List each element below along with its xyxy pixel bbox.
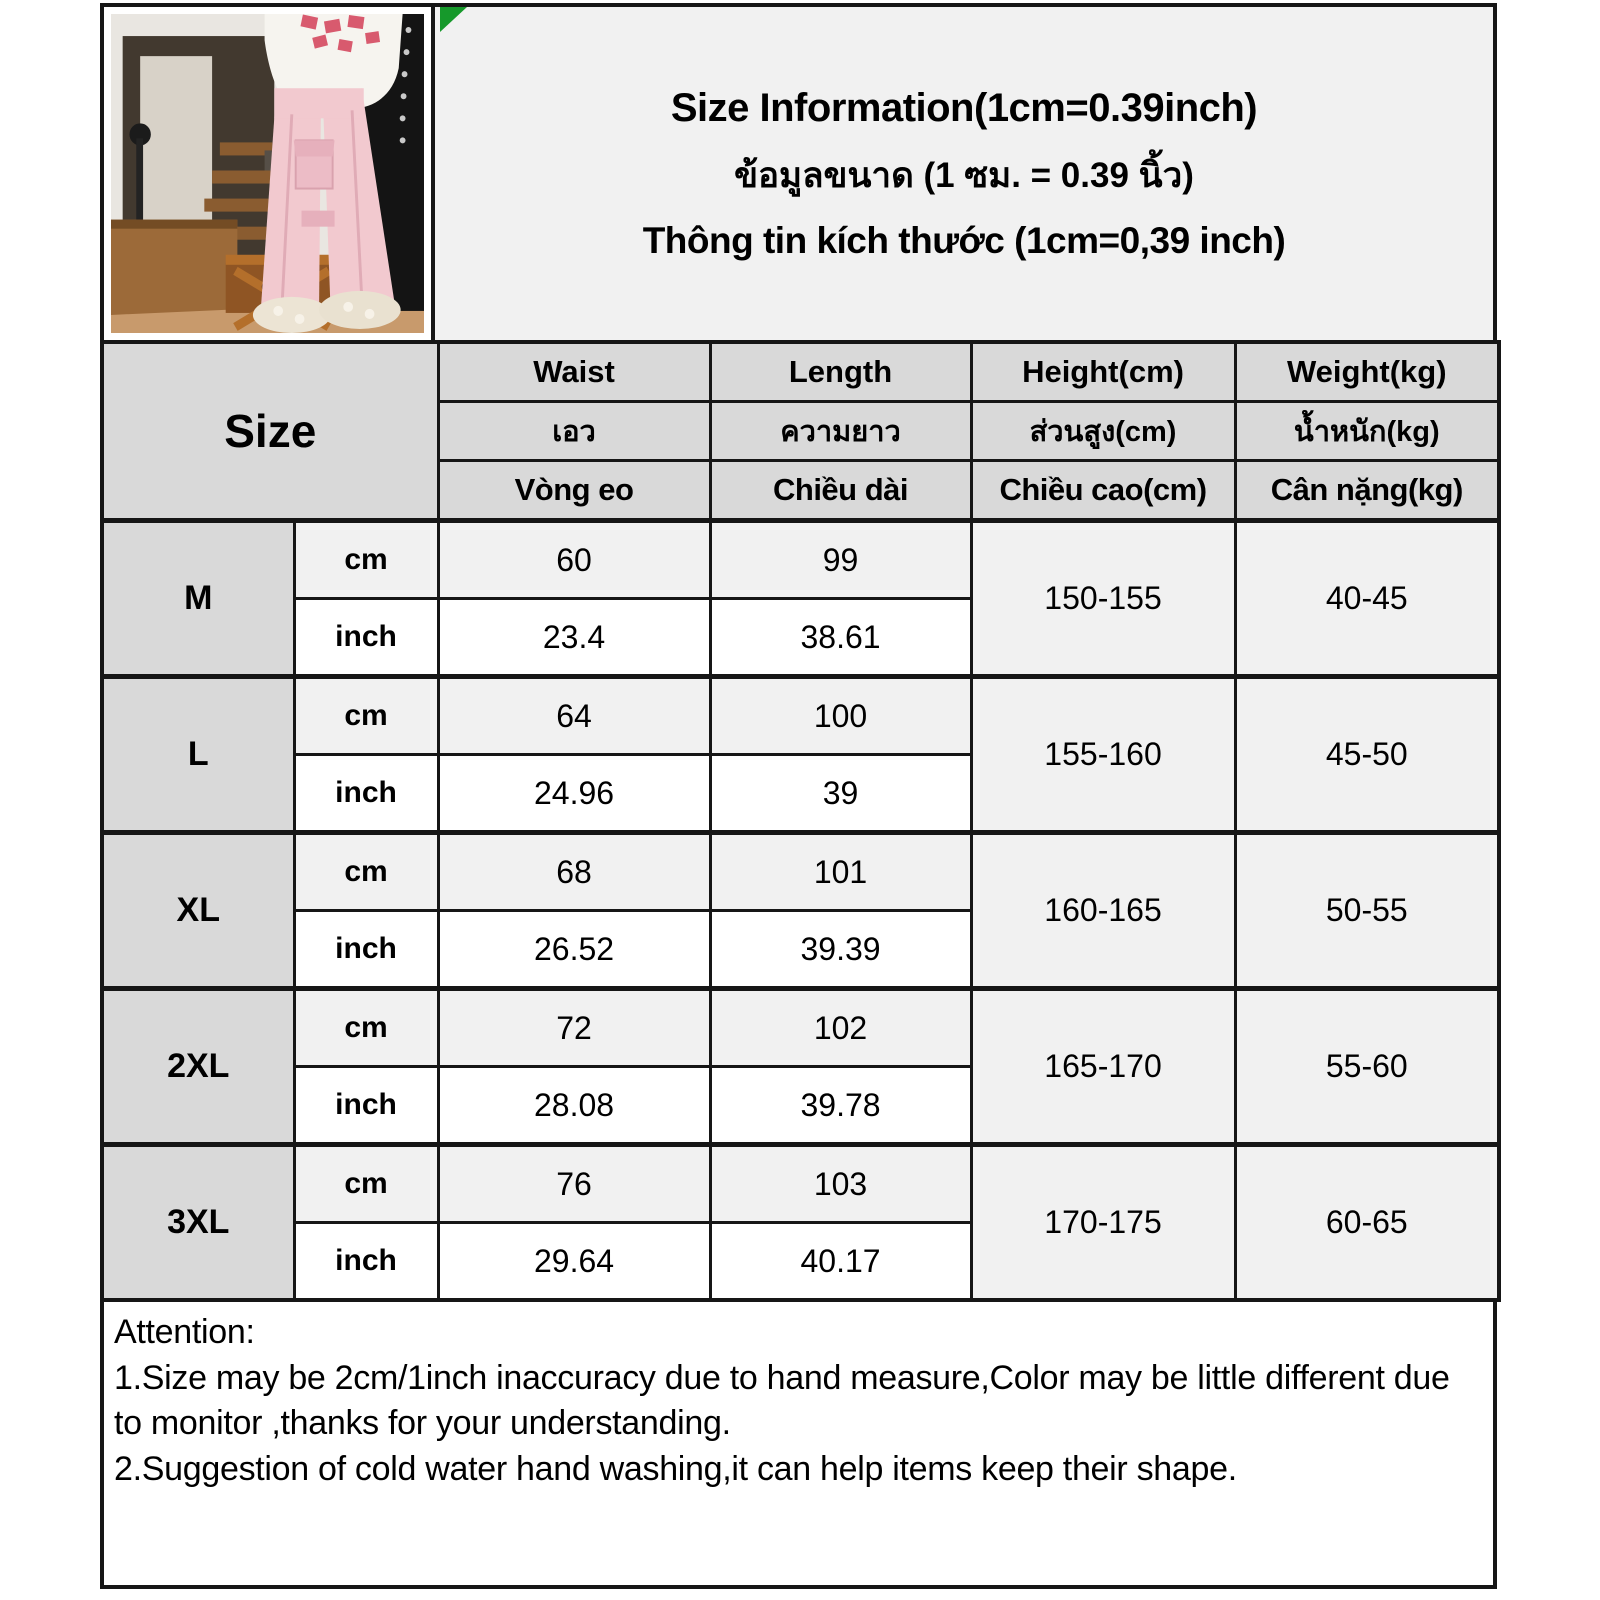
unit-cm: cm (294, 833, 438, 911)
size-label-3xl: 3XL (102, 1145, 294, 1301)
size-table (100, 340, 1501, 1302)
waist-cm-2xl: 72 (438, 989, 710, 1067)
waist-cm-3xl: 76 (438, 1145, 710, 1223)
attention-note-1: 1.Size may be 2cm/1inch inaccuracy due to hand measure,Color may be little different due to monitor ,thanks for your understanding. (114, 1358, 1450, 1443)
length-inch-m: 38.61 (710, 599, 971, 677)
header-length-vi: Chiều dài (710, 461, 971, 521)
height-range-m: 150-155 (971, 521, 1235, 677)
height-range-3xl: 170-175 (971, 1145, 1235, 1301)
weight-range-xl: 50-55 (1235, 833, 1499, 989)
weight-range-l: 45-50 (1235, 677, 1499, 833)
header-waist-vi: Vòng eo (438, 461, 710, 521)
length-inch-xl: 39.39 (710, 911, 971, 989)
length-cm-2xl: 102 (710, 989, 971, 1067)
length-cm-m: 99 (710, 521, 971, 599)
attention-heading: Attention: (114, 1313, 255, 1351)
waist-inch-xl: 26.52 (438, 911, 710, 989)
unit-cm: cm (294, 677, 438, 755)
table-row (102, 989, 1499, 1067)
unit-inch: inch (294, 1223, 438, 1301)
header-weight-vi: Cân nặng(kg) (1235, 461, 1499, 521)
title-box (435, 7, 1493, 340)
waist-cm-xl: 68 (438, 833, 710, 911)
product-photo-illustration (111, 14, 424, 333)
height-range-xl: 160-165 (971, 833, 1235, 989)
length-cm-3xl: 103 (710, 1145, 971, 1223)
waist-cm-l: 64 (438, 677, 710, 755)
header-waist-th: เอว (438, 402, 710, 461)
title-thai: ข้อมูลขนาด (1 ซม. = 0.39 นิ้ว) (734, 155, 1194, 195)
length-inch-l: 39 (710, 755, 971, 833)
attention-notes (100, 1302, 1497, 1589)
unit-inch: inch (294, 599, 438, 677)
header-size: Size (102, 342, 438, 521)
height-range-2xl: 165-170 (971, 989, 1235, 1145)
size-label-l: L (102, 677, 294, 833)
table-row (102, 521, 1499, 599)
header-height-vi: Chiều cao(cm) (971, 461, 1235, 521)
size-chart-sheet (100, 3, 1497, 1589)
length-inch-3xl: 40.17 (710, 1223, 971, 1301)
waist-inch-l: 24.96 (438, 755, 710, 833)
length-cm-xl: 101 (710, 833, 971, 911)
waist-inch-m: 23.4 (438, 599, 710, 677)
header-length-th: ความยาว (710, 402, 971, 461)
header-height-th: ส่วนสูง(cm) (971, 402, 1235, 461)
header-length-en: Length (710, 342, 971, 402)
green-corner-accent (440, 7, 467, 32)
weight-range-m: 40-45 (1235, 521, 1499, 677)
unit-inch: inch (294, 911, 438, 989)
weight-range-2xl: 55-60 (1235, 989, 1499, 1145)
waist-inch-3xl: 29.64 (438, 1223, 710, 1301)
header-weight-en: Weight(kg) (1235, 342, 1499, 402)
size-label-xl: XL (102, 833, 294, 989)
table-row (102, 677, 1499, 755)
unit-cm: cm (294, 521, 438, 599)
header-height-en: Height(cm) (971, 342, 1235, 402)
size-label-2xl: 2XL (102, 989, 294, 1145)
waist-cm-m: 60 (438, 521, 710, 599)
unit-inch: inch (294, 1067, 438, 1145)
attention-note-2: 2.Suggestion of cold water hand washing,it can help items keep their shape. (114, 1449, 1237, 1488)
header-waist-en: Waist (438, 342, 710, 402)
table-row (102, 833, 1499, 911)
unit-cm: cm (294, 989, 438, 1067)
title-english: Size Information(1cm=0.39inch) (670, 85, 1258, 130)
title-vietnamese: Thông tin kích thước (1cm=0,39 inch) (642, 219, 1286, 261)
length-inch-2xl: 39.78 (710, 1067, 971, 1145)
height-range-l: 155-160 (971, 677, 1235, 833)
table-row (102, 1145, 1499, 1223)
size-label-m: M (102, 521, 294, 677)
top-section (100, 3, 1497, 340)
waist-inch-2xl: 28.08 (438, 1067, 710, 1145)
unit-cm: cm (294, 1145, 438, 1223)
weight-range-3xl: 60-65 (1235, 1145, 1499, 1301)
length-cm-l: 100 (710, 677, 971, 755)
unit-inch: inch (294, 755, 438, 833)
product-photo (104, 7, 435, 340)
header-weight-th: น้ำหนัก(kg) (1235, 402, 1499, 461)
